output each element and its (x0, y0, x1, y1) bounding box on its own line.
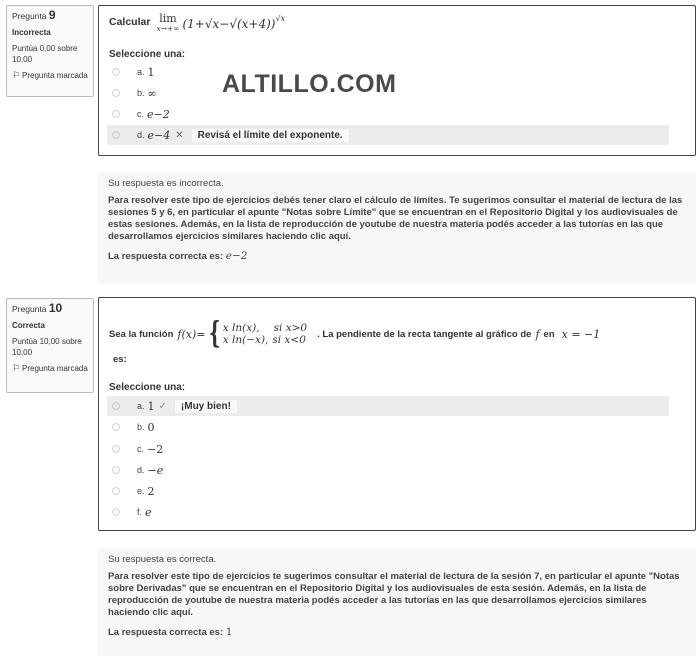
question-state: Correcta (12, 321, 45, 330)
option-c[interactable] (107, 439, 669, 459)
question-number-value: 9 (48, 8, 56, 22)
question-grade: Puntúa 10,00 sobre 10,00 (12, 337, 82, 357)
function-name: f(x)= (177, 327, 206, 341)
question-number (12, 10, 88, 22)
question-9-feedback (98, 172, 696, 284)
feedback-head: Su respuesta es correcta. (108, 554, 217, 565)
option-a[interactable] (107, 396, 669, 416)
limit-word: lim (159, 12, 177, 25)
prompt-end: es: (113, 354, 127, 365)
feedback-body: Para resolver este tipo de ejercicios debés tener claro el cálculo de límites. Te sugerimos consultar el material de lectura de las sesiones 5 y 6, en particular el apunte "Notas sobre Límite" que se encuentran en el Repositorio Digital y los audiovisuales de estas sesiones. Además, en la lista de reproducción de youtube de nuestra materia podés acceder a las tutorías en las que desarrollamos ejercicios similares haciendo clic aquí. (108, 195, 683, 242)
flag-icon: ⚐ (12, 363, 21, 373)
option-letter: f. (137, 507, 143, 517)
question-number-value: 10 (48, 301, 63, 315)
option-letter: a. (137, 67, 145, 77)
option-value: −e (147, 463, 164, 477)
correct-label: La respuesta correcta es: (108, 251, 224, 262)
radio-button-selected[interactable] (112, 131, 120, 139)
option-d[interactable] (107, 460, 669, 480)
option-value: 2 (147, 484, 155, 498)
radio-button[interactable] (112, 445, 120, 453)
select-label: Seleccione una: (109, 49, 186, 60)
radio-button-selected[interactable] (112, 402, 120, 410)
question-10-feedback (98, 548, 696, 656)
watermark: ALTILLO.COM (222, 70, 397, 98)
question-grade: Puntúa 0,00 sobre 10,00 (12, 44, 78, 64)
question-9-box (98, 5, 696, 156)
case-2-expr: x ln(−x), (222, 334, 269, 346)
feedback-body: Para resolver este tipo de ejercicios te sugerimos consultar el material de lectura de la sesión 7, en particular el apunte "Notas sobre Derivadas" que se encuentran en el Repositorio Digital y los audiovisuales de esta sesión. Además, en la lista de reproducción de youtube de nuestra materia podés acceder a las tutorías en las que desarrollamos ejercicios similares haciendo clic aquí. (108, 571, 680, 618)
option-value: e−2 (147, 107, 170, 121)
radio-button[interactable] (112, 487, 120, 495)
flag-label: Pregunta marcada (22, 364, 88, 373)
option-value: ∞ (147, 86, 157, 100)
correct-value: 1 (225, 626, 233, 638)
correct-value: e−2 (225, 250, 248, 262)
case-2 (223, 334, 307, 346)
inline-feedback: ¡Muy bien! (175, 400, 237, 413)
option-value: 1 (147, 65, 155, 79)
option-value: e (145, 505, 152, 519)
question-9-prompt (109, 14, 285, 34)
correct-answer (108, 250, 686, 262)
option-value: 0 (147, 420, 155, 434)
radio-button[interactable] (112, 68, 120, 76)
piecewise-definition (205, 316, 308, 351)
flag-label: Pregunta marcada (22, 71, 88, 80)
flag-question-toggle[interactable] (12, 70, 88, 81)
limit-exponent: √x (275, 14, 286, 23)
option-f[interactable] (107, 502, 669, 522)
prompt-prefix: Sea la función (109, 328, 174, 340)
option-e[interactable] (107, 481, 669, 501)
radio-button[interactable] (112, 89, 120, 97)
inline-feedback: Revisá el límite del exponente. (192, 129, 349, 142)
case-1-expr: x ln(x), (222, 322, 260, 334)
flag-icon: ⚐ (12, 70, 21, 80)
option-value: 1 (147, 399, 155, 413)
limit-operator (156, 14, 179, 34)
case-1-cond: si x>0 (273, 322, 308, 334)
limit-expression: (1+√x−√(x+4)) (182, 17, 276, 31)
point-value: x = −1 (561, 327, 601, 341)
question-10-info (6, 298, 94, 393)
option-letter: d. (137, 130, 145, 140)
question-number (12, 303, 88, 315)
option-letter: b. (137, 88, 145, 98)
case-1 (223, 322, 307, 334)
correct-label: La respuesta correcta es: (108, 627, 224, 638)
prompt-mid: . La pendiente de la recta tangente al gráfico de (317, 328, 532, 340)
f-symbol: f (535, 327, 540, 341)
option-letter: c. (137, 444, 145, 454)
radio-button[interactable] (112, 466, 120, 474)
feedback-head: Su respuesta es incorrecta. (108, 178, 224, 189)
prompt-en: en (543, 328, 555, 340)
prompt-prefix: Calcular (109, 16, 151, 28)
question-9-info (6, 5, 94, 97)
option-letter: c. (137, 109, 145, 119)
check-icon: ✓ (158, 400, 167, 412)
flag-question-toggle[interactable] (12, 363, 88, 374)
case-2-cond: si x<0 (272, 334, 306, 346)
limit-subscript: x→+∞ (156, 24, 180, 33)
question-10-box (98, 297, 696, 531)
incorrect-icon: ✕ (175, 129, 184, 141)
question-10-prompt (109, 316, 684, 351)
question-label: Pregunta (12, 304, 47, 314)
option-value: −2 (147, 442, 164, 456)
radio-button[interactable] (112, 508, 120, 516)
select-label: Seleccione una: (109, 382, 186, 393)
option-c[interactable] (107, 104, 669, 124)
option-value: e−4 (147, 128, 171, 142)
option-letter: d. (137, 465, 145, 475)
brace-icon: { (209, 316, 221, 351)
option-d[interactable] (107, 125, 669, 145)
option-b[interactable] (107, 417, 669, 437)
question-label: Pregunta (12, 11, 47, 21)
radio-button[interactable] (112, 423, 120, 431)
option-letter: b. (137, 422, 145, 432)
option-letter: e. (137, 486, 145, 496)
option-letter: a. (137, 401, 145, 411)
correct-answer (108, 626, 686, 638)
radio-button[interactable] (112, 110, 120, 118)
question-state: Incorrecta (12, 28, 51, 37)
